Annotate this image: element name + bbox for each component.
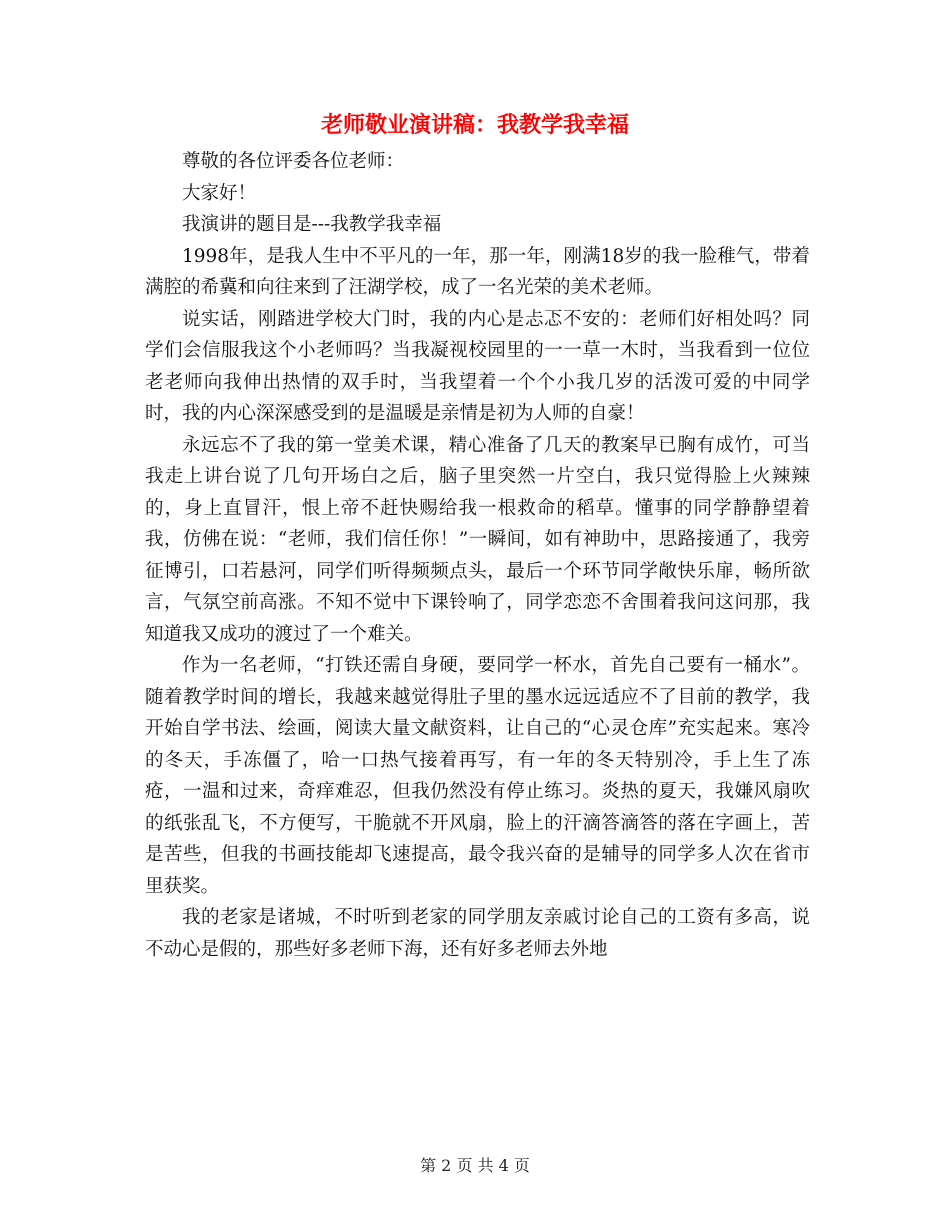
paragraph: 我演讲的题目是---我教学我幸福 <box>182 214 442 235</box>
paragraph: 永远忘不了我的第一堂美术课，精心准备了几天的教案早已胸有成竹，可当我走上讲台说了几句开场白之后，脑子里突然一片空白，我只觉得脸上火辣辣的，身上直冒汗，恨上帝不赶快赐给我一根救命的稻草。懂事的同学静静望着我，仿佛在说：“老师，我们信任你！”一瞬间，如有神助中，思路接通了，我旁征博引，口若悬河，同学们听得频频点头，最后一个环节同学敞快乐扉，畅所欲言，气氛空前高涨。不知不觉中下课铃响了，同学恋恋不舍围着我问这问那，我知道我又成功的渡过了一个难关。 <box>145 434 810 645</box>
page-footer: 第 2 页 共 4 页 <box>420 1156 530 1175</box>
paragraph: 大家好！ <box>182 182 257 204</box>
paragraph: 作为一名老师，“打铁还需自身硬，要同学一杯水，首先自己要有一桶水”。随着教学时间的增长，我越来越觉得肚子里的墨水远远适应不了目前的教学，我开始自学书法、绘画，阅读大量文献资料，让自己的“心灵仓库”充实起来。寒冷的冬天，手冻僵了，哈一口热气接着再写，有一年的冬天特别冷，手上生了冻疮，一温和过来，奇痒难忍，但我仍然没有停止练习。炎热的夏天，我嫌风扇吹的纸张乱飞，不方便写，干脆就不开风扇，脸上的汗滴答滴答的落在字画上，苦是苦些，但我的书画技能却飞速提高，最令我兴奋的是辅导的同学多人次在省市里获奖。 <box>145 655 810 897</box>
paragraph: 尊敬的各位评委各位老师： <box>182 151 405 172</box>
paragraph: 说实话，刚踏进学校大门时，我的内心是忐忑不安的：老师们好相处吗？同学们会信服我这个小老师吗？当我凝视校园里的一一草一木时，当我看到一位位老老师向我伸出热情的双手时，当我望着一个个小我几岁的活泼可爱的中同学时，我的内心深深感受到的是温暖是亲情是初为人师的自豪！ <box>145 308 810 424</box>
document-title: 老师敬业演讲稿：我教学我幸福 <box>320 112 629 138</box>
paragraph: 1998年，是我人生中不平凡的一年，那一年，刚满18岁的我一脸稚气，带着满腔的希冀和向往来到了汪湖学校，成了一名光荣的美术老师。 <box>145 245 810 298</box>
paragraph: 我的老家是诸城，不时听到老家的同学朋友亲戚讨论自己的工资有多高，说不动心是假的，那些好多老师下海，还有好多老师去外地 <box>145 907 810 960</box>
document-body <box>145 146 810 965</box>
